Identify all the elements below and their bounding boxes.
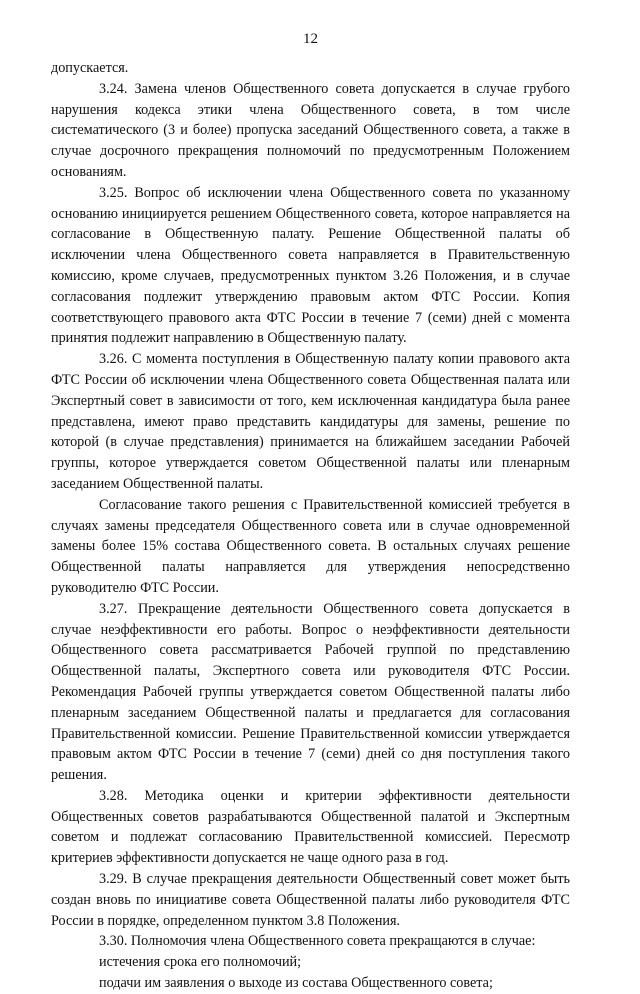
paragraph-continuation: допускается. — [51, 60, 129, 76]
paragraph-3-30: 3.30. Полномочия члена Общественного совета прекращаются в случае: — [99, 933, 536, 950]
list-item-term-expiry: истечения срока его полномочий; — [99, 954, 302, 971]
paragraph-3-26: 3.26. С момента поступления в Общественную палату копии правового акта ФТС России об исключении члена Общественного совета Общественная палата или Экспертный совет в зависимости от того, кем исключенная кандидатура была ранее представлена, имеют право представить кандидатуры для замены, решение по которой (в случае представления) принимается на ближайшем заседании Рабочей группы, которое утверждается советом Общественной палаты или пленарным заседанием Общественной палаты. — [51, 351, 570, 492]
paragraph-3-26-approval: Согласование такого решения с Правительственной комиссией требуется в случаях замены председателя Общественного совета или в случае одновременной замены более 15% состава Общественного совета. В остальных случаях решение Общественной палаты направляется для утверждения непосредственно руководителю ФТС России. — [51, 496, 570, 596]
paragraph-3-27: 3.27. Прекращение деятельности Общественного совета допускается в случае неэффективности его работы. Вопрос о неэффективности деятельности Общественного совета рассматривается Рабочей группой по представлению Общественной палаты, Экспертного совета или руководителя ФТС России. Рекомендация Рабочей группы утверждается советом Общественной палаты либо пленарным заседанием Общественной палаты и предлагается для согласования Правительственной комиссии. Решение Правительственной комиссии утверждается правовым актом ФТС России в течение 7 (семи) дней со дня поступления такого решения. — [51, 600, 570, 784]
paragraph-3-29: 3.29. В случае прекращения деятельности Общественный совет может быть создан вновь по инициативе совета Общественной палаты либо руководителя ФТС России в порядке, определенном пунктом 3.8 Положения. — [51, 871, 570, 929]
paragraph-3-28: 3.28. Методика оценки и критерии эффективности деятельности Общественных советов разрабатываются Общественной палатой и Экспертным советом и подлежат согласованию Правительственной комиссией. Пересмотр критериев эффективности допускается не чаще одного раза в год. — [51, 787, 570, 867]
paragraph-3-24: 3.24. Замена членов Общественного совета допускается в случае грубого нарушения кодекса этики члена Общественного совета, в том числе систематического (3 и более) пропуска заседаний Общественного совета, а также в случае досрочного прекращения полномочий по предусмотренным Положением основаниям. — [51, 80, 570, 180]
list-item-resignation: подачи им заявления о выходе из состава Общественного совета; — [99, 975, 493, 992]
page-number: 12 — [303, 31, 318, 47]
paragraph-3-25: 3.25. Вопрос об исключении члена Общественного совета по указанному основанию инициируется решением Общественного совета, которое направляется на согласование в Общественную палату. Решение Общественной палаты об исключении члена Общественного совета направляется в Правительственную комиссию, кроме случаев, предусмотренных пунктом 3.26 Положения, и в случае согласования подлежит утверждению правовым актом ФТС России. Копия соответствующего правового акта ФТС России в течение 7 (семи) дней с момента принятия подлежит направлению в Общественную палату. — [51, 184, 570, 347]
